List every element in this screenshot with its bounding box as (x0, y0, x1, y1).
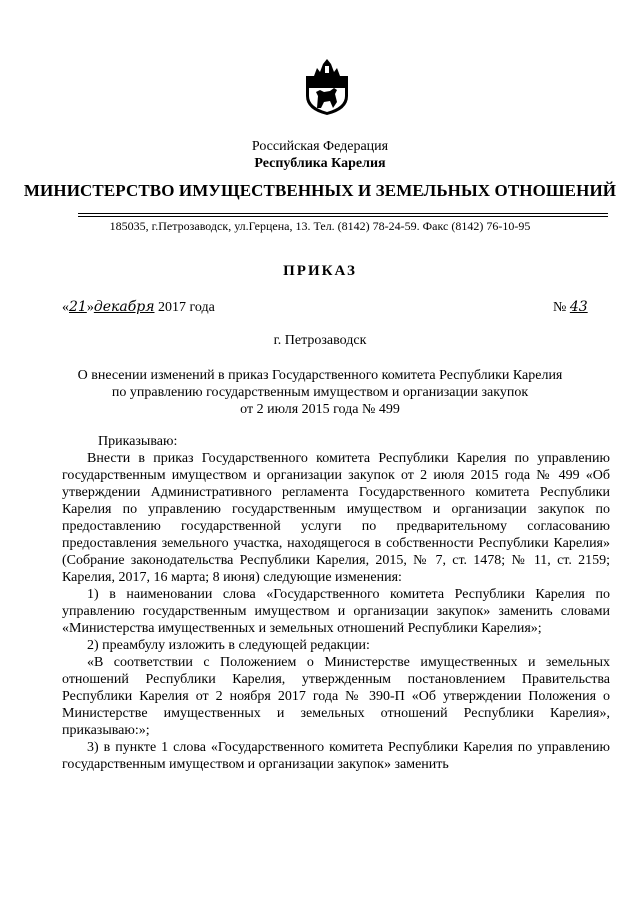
header-divider (78, 213, 608, 214)
date-day: 21 (69, 299, 87, 315)
order-body (62, 433, 610, 773)
order-title (0, 367, 640, 418)
number-value: 43 (569, 299, 588, 315)
order-city: г. Петрозаводск (273, 333, 367, 348)
republic-name: Республика Карелия (254, 156, 386, 171)
body-paragraph: 2) преамбулу изложить в следующей редакции: (87, 638, 370, 653)
order-date (62, 299, 215, 316)
body-paragraph: Внести в приказ Государственного комитета Республики Карелия по управлению государственным имуществом и организации закупок от 2 июля 2015 года № 499 «Об утверждении Административного регламента Государственного комитета Республики Карелия по управлению государственным имуществом и организации закупок по предоставлению государственной услуги по предварительному согласованию предоставления земельного участка, находящегося в собственности Республики Карелия» (Собрание законодательства Республики Карелия, 2015, № 7, ст. 1478; № 11, ст. 2159; Карелия, 2017, 16 марта; 8 июня) следующие изменения: (62, 451, 610, 585)
body-paragraph: 3) в пункте 1 слова «Государственного комитета Республики Карелия по управлению государственным имуществом и организации закупок» заменить (62, 740, 610, 772)
header-divider-thin (78, 216, 608, 217)
date-year: 2017 года (154, 300, 215, 315)
document-type: ПРИКАЗ (283, 263, 357, 279)
title-line: по управлению государственным имуществом и организации закупок (111, 385, 529, 400)
date-month: декабря (93, 299, 155, 315)
title-line: от 2 июля 2015 года № 499 (240, 402, 400, 417)
date-quote-close: » (86, 300, 94, 315)
ministry-address: 185035, г.Петрозаводск, ул.Герцена, 13. Тел. (8142) 78-24-59. Факс (8142) 76-10-95 (109, 219, 531, 233)
karelia-coat-of-arms-icon (304, 58, 350, 116)
body-paragraph: 1) в наименовании слова «Государственного комитета Республики Карелия по управлению государственным имуществом и организации закупок» заменить словами «Министерства имущественных и земельных отношений Республики Карелия»; (62, 587, 610, 636)
title-line: О внесении изменений в приказ Государственного комитета Республики Карелия (77, 368, 563, 383)
number-sign: № (553, 300, 567, 315)
date-quote-open: « (62, 300, 69, 315)
order-directive: Приказываю: (98, 434, 178, 449)
order-number (553, 299, 588, 316)
country-name: Российская Федерация (251, 139, 389, 154)
ministry-name: МИНИСТЕРСТВО ИМУЩЕСТВЕННЫХ И ЗЕМЕЛЬНЫХ ОТНОШЕНИЙ (23, 181, 617, 200)
body-paragraph: «В соответствии с Положением о Министерстве имущественных и земельных отношений Республики Карелия, утвержденным постановлением Правительства Республики Карелия от 2 ноября 2017 года № 390-П «Об утверждении Положения о Министерстве имущественных и земельных отношений Республики Карелия», приказываю:»; (62, 655, 610, 738)
